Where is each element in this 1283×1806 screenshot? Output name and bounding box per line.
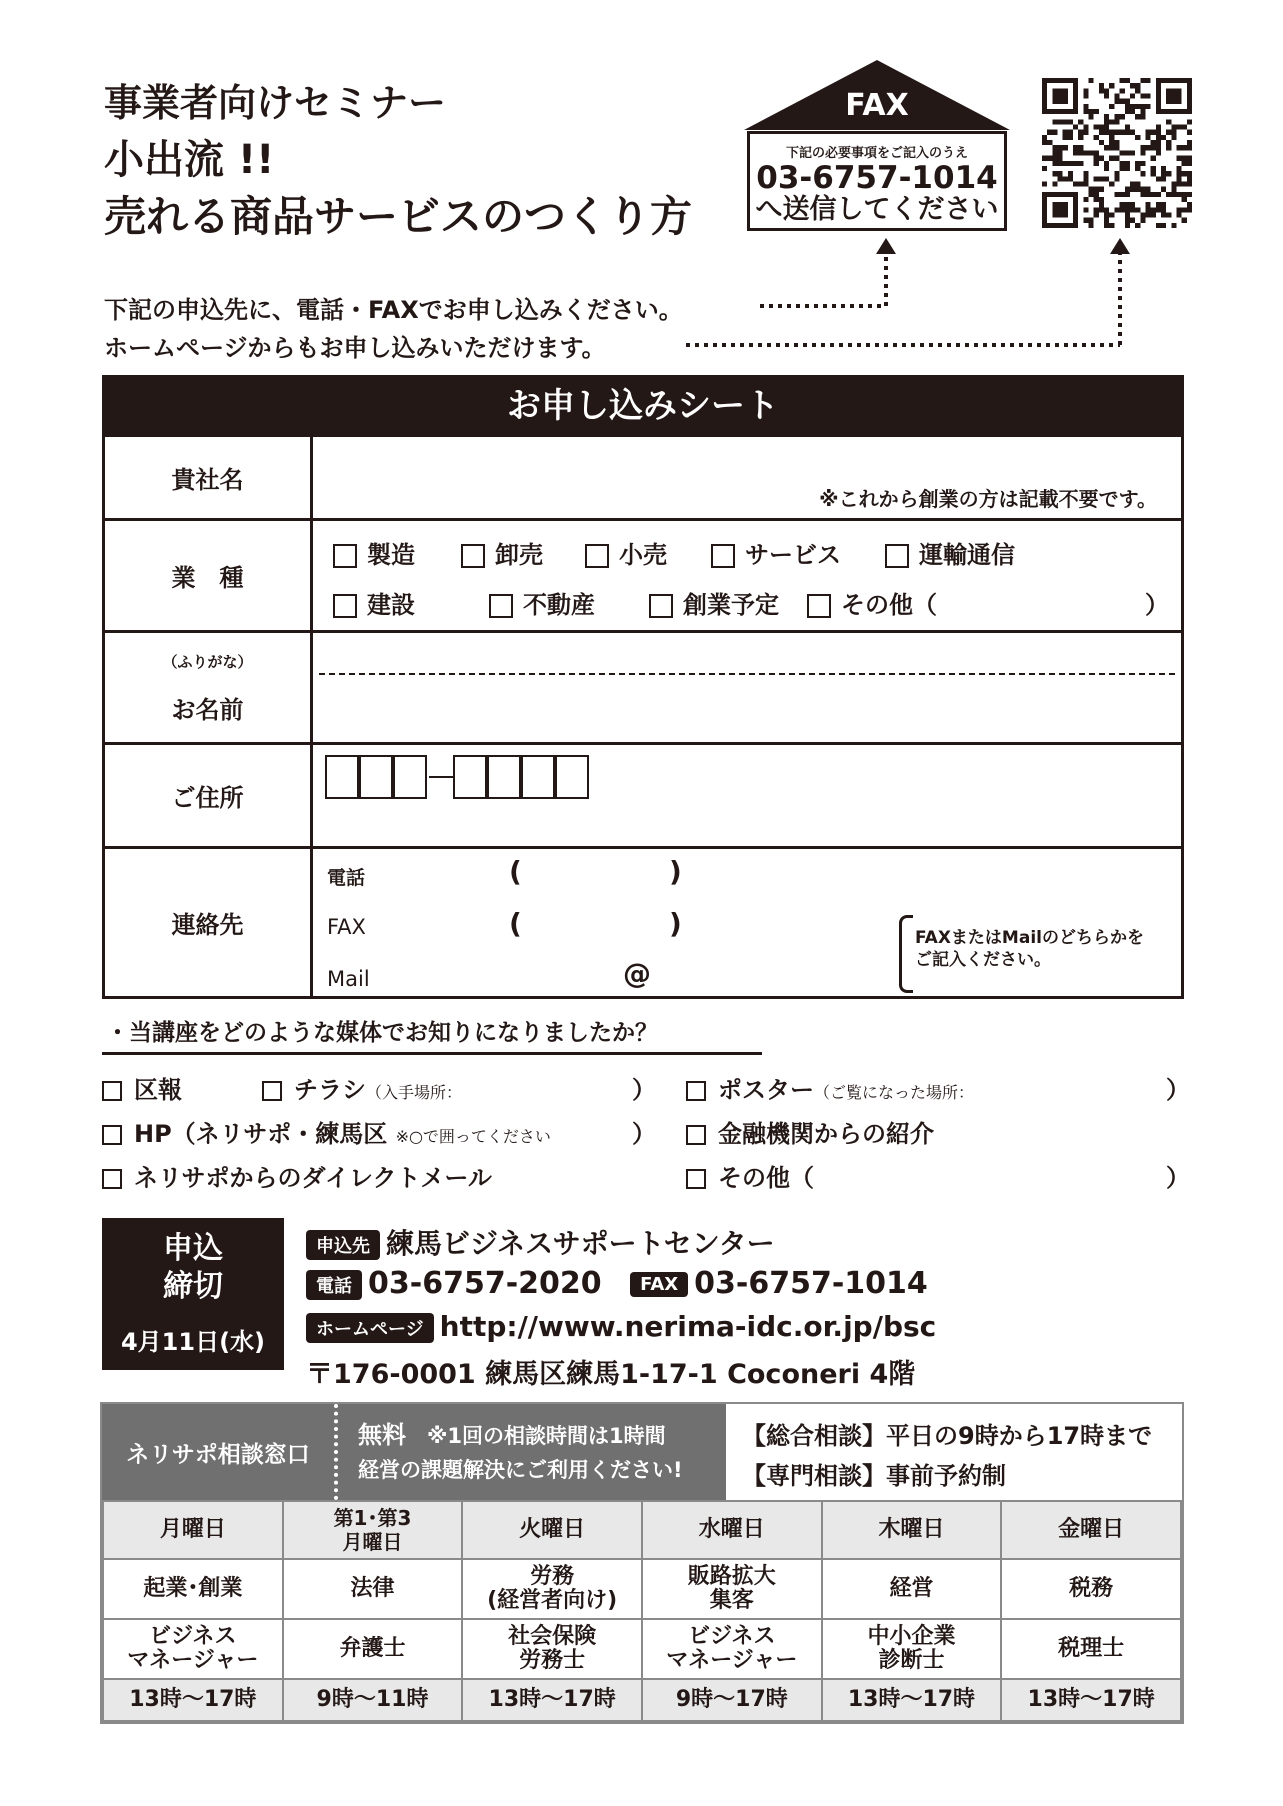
- consultation-section: [100, 1402, 1184, 1724]
- form-header: お申し込みシート: [105, 378, 1181, 434]
- industry-option-service[interactable]: サービス: [711, 535, 841, 570]
- survey-underline: [102, 1052, 762, 1055]
- checkbox[interactable]: [807, 594, 831, 618]
- zip-dash: [429, 776, 453, 778]
- center-address: 〒176-0001 練馬区練馬1-17-1 Coconeri 4階: [306, 1359, 916, 1390]
- survey-other-close: ）: [1166, 1164, 1190, 1192]
- deadline-box: [102, 1218, 284, 1370]
- contact-fields: [313, 849, 1181, 996]
- fax-send-text: へ送信してください: [755, 194, 999, 225]
- name-row: [105, 630, 1181, 742]
- deadline-date: 4月11日(水): [120, 1328, 266, 1356]
- intro-line-1: 下記の申込先に、電話・FAXでお申し込みください。: [104, 296, 683, 324]
- survey-option-flyer[interactable]: チラシ（入手場所：: [262, 1070, 462, 1105]
- address-label: ご住所: [105, 745, 313, 846]
- general-consult: 【総合相談】平日の9時から17時まで: [742, 1422, 1153, 1450]
- checkbox[interactable]: [102, 1081, 122, 1101]
- day-cell: 第1･第3 月曜日: [283, 1501, 463, 1559]
- consultation-header: [102, 1404, 1182, 1500]
- company-input[interactable]: [313, 437, 1181, 518]
- zip-digit-box[interactable]: [453, 755, 487, 799]
- intro-line-2: ホームページからもお申し込みいただけます。: [104, 334, 606, 362]
- qr-code-icon[interactable]: [1042, 78, 1192, 228]
- address-input[interactable]: [313, 745, 1181, 846]
- topic-row: [103, 1559, 1181, 1619]
- applicant-line: [306, 1222, 775, 1262]
- company-note: ※これから創業の方は記載不要です。: [819, 487, 1157, 511]
- checkbox[interactable]: [489, 594, 513, 618]
- consult-window-label: ネリサポ相談窓口: [102, 1404, 334, 1500]
- checkbox[interactable]: [649, 594, 673, 618]
- expert-cell: ビジネス マネージャー: [103, 1619, 283, 1679]
- survey-option-bank[interactable]: 金融機関からの紹介: [686, 1114, 934, 1149]
- hours-cell: 13時～17時: [462, 1679, 642, 1721]
- expert-cell: 中小企業 診断士: [822, 1619, 1002, 1679]
- checkbox[interactable]: [686, 1081, 706, 1101]
- day-cell: 金曜日: [1001, 1501, 1181, 1559]
- checkbox[interactable]: [585, 544, 609, 568]
- expert-cell: ビジネス マネージャー: [642, 1619, 822, 1679]
- phone-paren-open: (: [509, 855, 522, 888]
- topic-cell: 起業･創業: [103, 1559, 283, 1619]
- fax-paren-open: (: [509, 907, 522, 940]
- fax-paren-close: ): [669, 907, 682, 940]
- survey-option-kuho[interactable]: 区報: [102, 1070, 182, 1105]
- phone-paren-close: ): [669, 855, 682, 888]
- checkbox[interactable]: [686, 1125, 706, 1145]
- industry-option-manufacturing[interactable]: 製造: [333, 535, 415, 570]
- fax-field-label: FAX: [327, 915, 366, 939]
- expert-cell: 弁護士: [283, 1619, 463, 1679]
- hours-cell: 9時～17時: [642, 1679, 822, 1721]
- survey-option-other[interactable]: その他（: [686, 1158, 814, 1193]
- industry-option-retail[interactable]: 小売: [585, 535, 667, 570]
- hp-line: [306, 1310, 936, 1343]
- fax-instruction-box: [742, 58, 1012, 233]
- hp-tag: ホームページ: [306, 1313, 434, 1343]
- consultation-schedule-table: [102, 1500, 1182, 1722]
- name-input[interactable]: [313, 633, 1181, 742]
- hours-cell: 13時～17時: [822, 1679, 1002, 1721]
- industry-option-construction[interactable]: 建設: [333, 585, 415, 620]
- hours-cell: 13時～17時: [103, 1679, 283, 1721]
- checkbox[interactable]: [461, 544, 485, 568]
- consult-free-info: [334, 1404, 726, 1500]
- survey-option-hp[interactable]: HP（ネリサポ・練馬区 ※○で囲ってください: [102, 1114, 551, 1149]
- center-name: 練馬ビジネスサポートセンター: [386, 1227, 775, 1260]
- survey-poster-close: ）: [1166, 1076, 1190, 1104]
- deadline-title: 申込 締切: [163, 1231, 223, 1304]
- center-url[interactable]: http://www.nerima-idc.or.jp/bsc: [439, 1310, 937, 1343]
- day-cell: 水曜日: [642, 1501, 822, 1559]
- phone-tag: 電話: [306, 1270, 362, 1300]
- checkbox[interactable]: [686, 1169, 706, 1189]
- industry-option-transport[interactable]: 運輸通信: [885, 535, 1015, 570]
- topic-cell: 経営: [822, 1559, 1002, 1619]
- hours-cell: 13時～17時: [1001, 1679, 1181, 1721]
- industry-options: [313, 521, 1181, 630]
- fax-label: FAX: [845, 88, 909, 123]
- day-cell: 木曜日: [822, 1501, 1002, 1559]
- industry-label: 業 種: [105, 521, 313, 630]
- hours-cell: 9時～11時: [283, 1679, 463, 1721]
- furigana-divider: [319, 673, 1175, 675]
- seminar-type: 事業者向けセミナー: [104, 81, 447, 125]
- industry-row: [105, 518, 1181, 630]
- company-label: 貴社名: [105, 437, 313, 518]
- survey-hp-close: ）: [632, 1120, 656, 1148]
- consult-types: [726, 1404, 1182, 1500]
- checkbox[interactable]: [102, 1125, 122, 1145]
- expert-cell: 税理士: [1001, 1619, 1181, 1679]
- address-row: [105, 742, 1181, 846]
- at-mark: @: [623, 957, 651, 990]
- industry-other-close: ）: [1145, 591, 1169, 619]
- zip-digit-box[interactable]: [521, 755, 555, 799]
- fax-number-box: [747, 131, 1007, 231]
- expert-cell: 社会保険 労務士: [462, 1619, 642, 1679]
- survey-question: ・当講座をどのような媒体でお知りになりましたか？: [106, 1020, 658, 1046]
- phone-fax-line: [306, 1266, 928, 1301]
- industry-option-real-estate[interactable]: 不動産: [489, 585, 595, 620]
- seminar-title-line1: 小出流 !!: [104, 137, 275, 183]
- industry-option-wholesale[interactable]: 卸売: [461, 535, 543, 570]
- survey-flyer-close: ）: [632, 1076, 656, 1104]
- industry-option-other[interactable]: その他（: [807, 585, 937, 620]
- fax-tag: FAX: [630, 1272, 688, 1297]
- checkbox[interactable]: [262, 1081, 282, 1101]
- topic-cell: 税務: [1001, 1559, 1181, 1619]
- fax-number: 03-6757-1014: [756, 160, 998, 196]
- topic-cell: 労務 (経営者向け): [462, 1559, 642, 1619]
- industry-option-startup[interactable]: 創業予定: [649, 585, 779, 620]
- free-line2: 経営の課題解決にご利用ください!: [358, 1458, 683, 1482]
- day-row: [103, 1501, 1181, 1559]
- topic-cell: 販路拡大 集客: [642, 1559, 822, 1619]
- zip-digit-box[interactable]: [359, 755, 393, 799]
- survey-option-poster[interactable]: ポスター（ご覧になった場所：: [686, 1070, 974, 1105]
- furigana-label: （ふりがな）: [162, 652, 253, 671]
- special-consult: 【専門相談】事前予約制: [742, 1462, 1006, 1490]
- day-cell: 火曜日: [462, 1501, 642, 1559]
- expert-row: [103, 1619, 1181, 1679]
- fax-note: 下記の必要事項をご記入のうえ: [785, 146, 968, 161]
- center-fax: 03-6757-1014: [694, 1266, 928, 1301]
- brace-icon: [899, 915, 913, 993]
- phone-label: 電話: [327, 867, 366, 889]
- checkbox[interactable]: [711, 544, 735, 568]
- zip-digit-box[interactable]: [555, 755, 589, 799]
- free-note: ※1回の相談時間は1時間: [427, 1424, 666, 1448]
- zip-digit-box[interactable]: [487, 755, 521, 799]
- zip-digit-box[interactable]: [393, 755, 427, 799]
- company-row: [105, 434, 1181, 518]
- checkbox[interactable]: [102, 1169, 122, 1189]
- contact-row: [105, 846, 1181, 996]
- checkbox[interactable]: [333, 544, 357, 568]
- day-cell: 月曜日: [103, 1501, 283, 1559]
- checkbox[interactable]: [885, 544, 909, 568]
- center-phone[interactable]: 03-6757-2020: [368, 1266, 602, 1301]
- hours-row: [103, 1679, 1181, 1721]
- application-sheet: [102, 375, 1184, 999]
- zip-digit-box[interactable]: [325, 755, 359, 799]
- name-label: お名前: [171, 695, 244, 724]
- topic-cell: 法律: [283, 1559, 463, 1619]
- mail-label: Mail: [327, 967, 370, 991]
- applicant-tag: 申込先: [306, 1230, 380, 1260]
- free-label: 無料: [358, 1421, 406, 1449]
- contact-note: FAXまたはMailのどちらかを ご記入ください。: [915, 928, 1144, 970]
- checkbox[interactable]: [333, 594, 357, 618]
- seminar-title-line2: 売れる商品サービスのつくり方: [104, 192, 693, 241]
- survey-option-dm[interactable]: ネリサポからのダイレクトメール: [102, 1158, 492, 1193]
- contact-label: 連絡先: [105, 849, 313, 996]
- name-label-cell: [105, 633, 313, 742]
